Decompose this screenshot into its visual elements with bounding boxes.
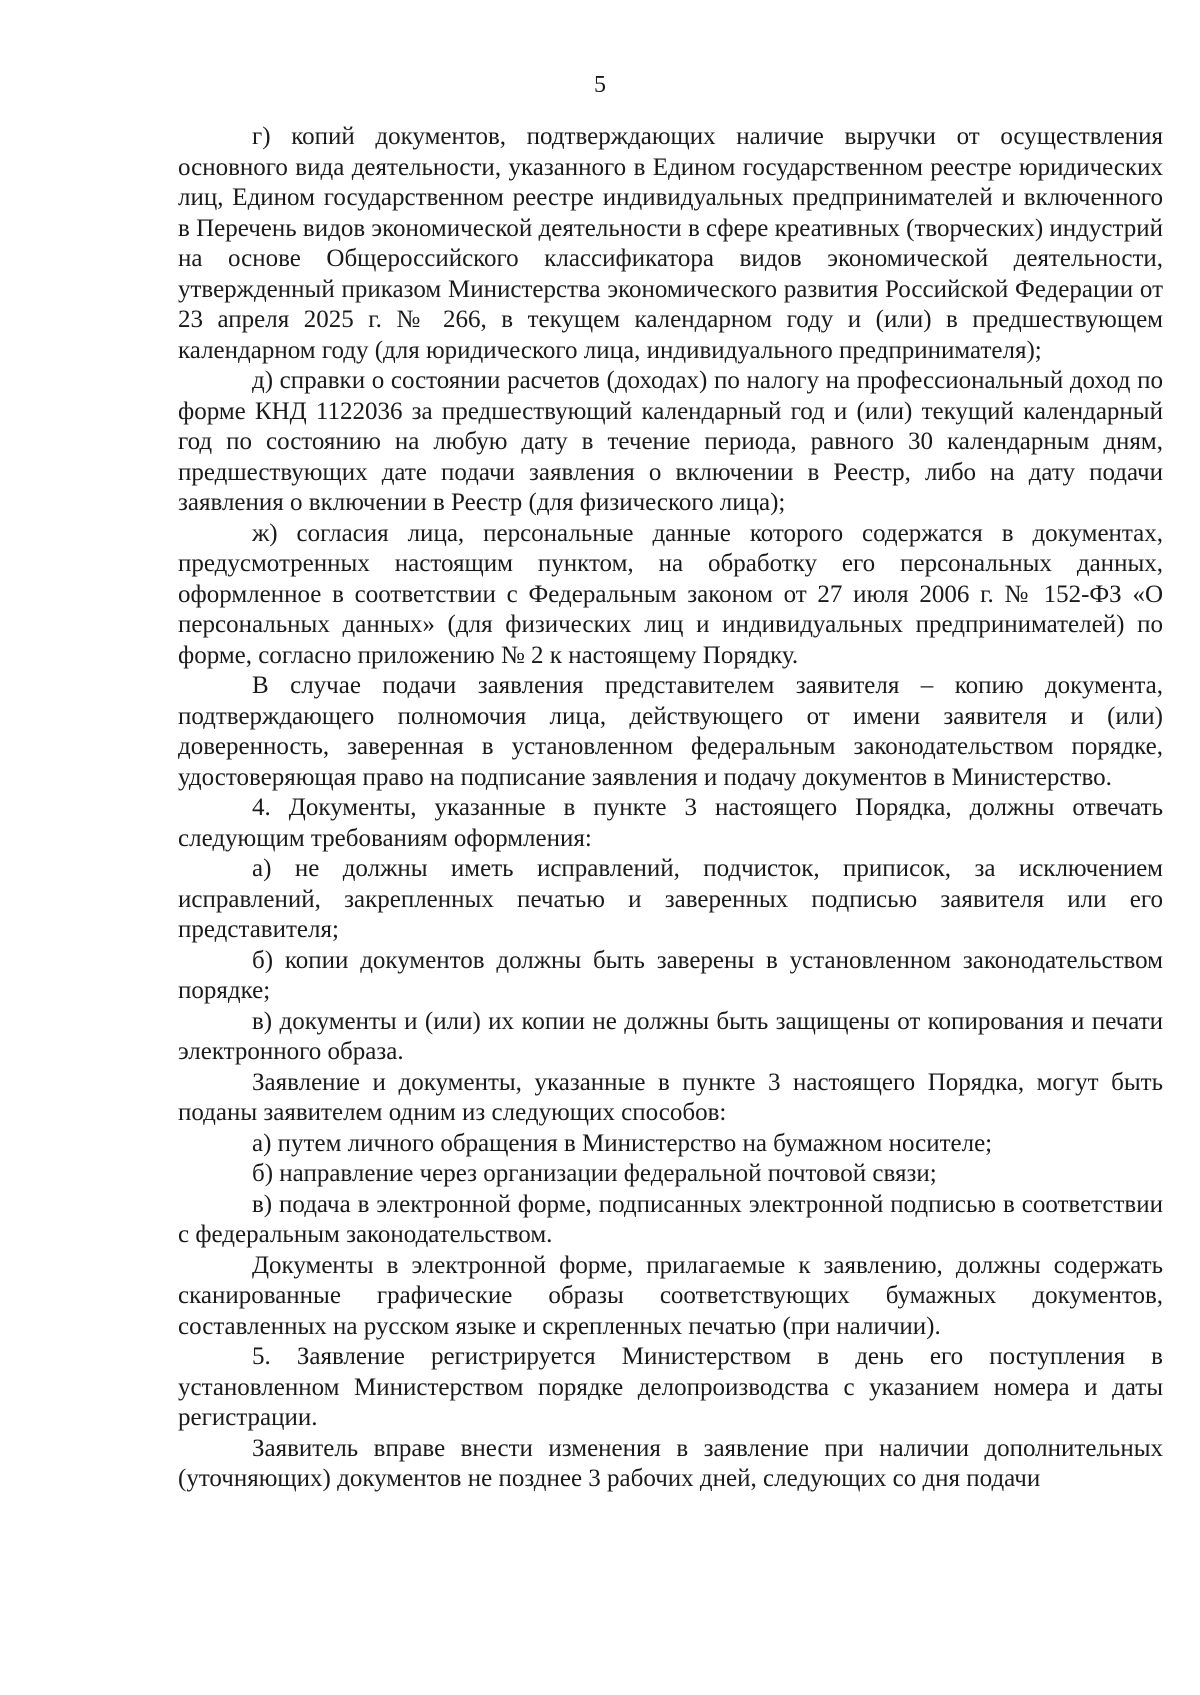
paragraph-requirement-b: б) копии документов должны быть заверены в установленном законодательством порядке; — [178, 946, 1163, 1004]
paragraph-requirement-a: а) не должны иметь исправлений, подчисток, приписок, за исключением исправлений, закрепленных печатью и заверенных подписью заявителя или его представителя; — [178, 855, 1163, 943]
paragraph-amendments: Заявитель вправе внести изменения в заявление при наличии дополнительных (уточняющих) документов не позднее 3 рабочих дней, следующих со дня подачи — [178, 1434, 1163, 1492]
paragraph-method-v: в) подача в электронной форме, подписанных электронной подписью в соответствии с федеральным законодательством. — [178, 1190, 1163, 1248]
paragraph-clause-4: 4. Документы, указанные в пункте 3 настоящего Порядка, должны отвечать следующим требованиям оформления: — [178, 794, 1163, 852]
paragraph-item-d: д) справки о состоянии расчетов (доходах) по налогу на профессиональный доход по форме КНД 1122036 за предшествующий календарный год и (или) текущий календарный год по состоянию на любую дату в течение периода, равного 30 календарным дням, предшествующих дате подачи заявления о включении в Реестр, либо на дату подачи заявления о включении в Реестр (для физического лица); — [178, 367, 1163, 516]
page-number: 5 — [594, 72, 606, 98]
paragraph-clause-5: 5. Заявление регистрируется Министерством в день его поступления в установленном Министерством порядке делопроизводства с указанием номера и даты регистрации. — [178, 1343, 1163, 1431]
paragraph-requirement-v: в) документы и (или) их копии не должны быть защищены от копирования и печати электронного образа. — [178, 1007, 1163, 1065]
paragraph-submission-methods: Заявление и документы, указанные в пункте 3 настоящего Порядка, могут быть поданы заявителем одним из следующих способов: — [178, 1068, 1163, 1126]
paragraph-method-b: б) направление через организации федеральной почтовой связи; — [252, 1160, 937, 1187]
document-body — [178, 122, 1163, 1495]
paragraph-method-a: а) путем личного обращения в Министерство на бумажном носителе; — [252, 1129, 993, 1157]
paragraph-electronic-docs: Документы в электронной форме, прилагаемые к заявлению, должны содержать сканированные графические образы соответствующих бумажных документов, составленных на русском языке и скрепленных печатью (при наличии). — [178, 1251, 1163, 1340]
paragraph-item-zh: ж) согласия лица, персональные данные которого содержатся в документах, предусмотренных настоящим пунктом, на обработку его персональных данных, оформленное в соответствии с Федеральным законом от 27 июля 2006 г. № 152-ФЗ «О персональных данных» (для физических лиц и индивидуальных предпринимателей) по форме, согласно приложению № 2 к настоящему Порядку. — [178, 519, 1163, 669]
paragraph-item-g: г) копий документов, подтверждающих наличие выручки от осуществления основного вида деятельности, указанного в Едином государственном реестре юридических лиц, Едином государственном реестре индивидуальных предпринимателей и включенного в Перечень видов экономической деятельности в сфере креативных (творческих) индустрий на основе Общероссийского классификатора видов экономической деятельности, утвержденный приказом Министерства экономического развития Российской Федерации от 23 апреля 2025 г. № 266, в текущем календарном году и (или) в предшествующем календарном году (для юридического лица, индивидуального предпринимателя); — [178, 123, 1163, 364]
paragraph-representative: В случае подачи заявления представителем заявителя – копию документа, подтверждающего полномочия лица, действующего от имени заявителя и (или) доверенность, заверенная в установленном федеральным законодательством порядке, удостоверяющая право на подписание заявления и подачу документов в Министерство. — [178, 672, 1163, 791]
